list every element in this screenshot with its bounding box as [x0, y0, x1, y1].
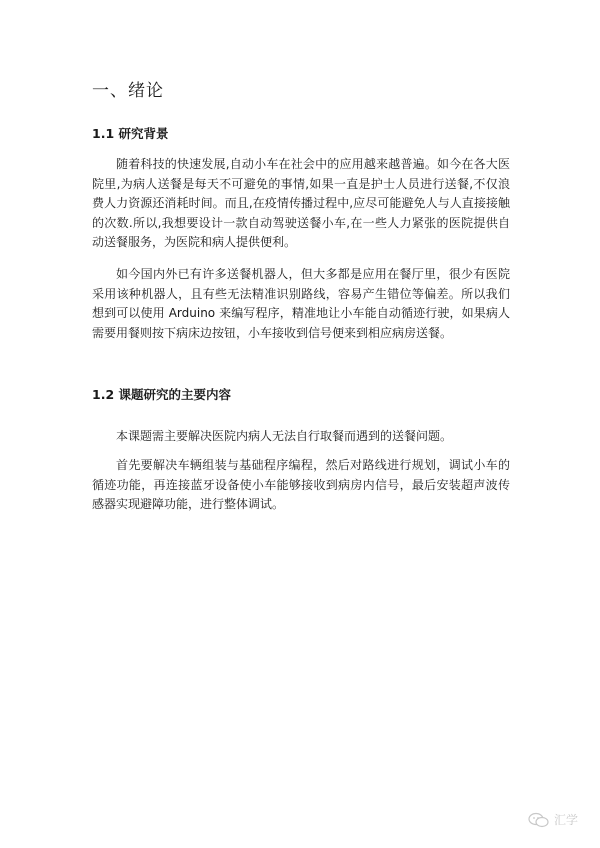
section-1-paragraph-1: 随着科技的快速发展,自动小车在社会中的应用越来越普遍。如今在各大医院里,为病人送餐是每天不可避免的事情,如果一直是护士人员进行送餐,不仅浪费人力资源还消耗时间。而且,在疫情传播过程中,应尽可能避免人与人直接接触的次数.所以,我想要设计一款自动驾驶送餐小车,在一些人力紧张的医院提供自动送餐服务，为医院和病人提供便利。 [92, 157, 510, 249]
section-2-paragraph-1: 本课题需主要解决医院内病人无法自行取餐而遇到的送餐问题。 [116, 429, 453, 443]
section-1-title: 1.1 研究背景 [92, 126, 169, 141]
section-1-paragraph-2: 如今国内外已有许多送餐机器人，但大多都是应用在餐厅里，很少有医院采用该种机器人，且有些无法精准识别路线，容易产生错位等偏差。所以我们想到可以使用 Arduino 来编写程序，精准地让小车能自动循迹行驶，如果病人需要用餐则按下病床边按钮，小车接收到信号便来到相应病房送餐。 [92, 267, 510, 340]
wechat-icon [528, 812, 550, 828]
watermark [528, 811, 578, 828]
chapter-heading: 一、绪论 [92, 81, 164, 101]
section-2-title: 1.2 课题研究的主要内容 [92, 387, 231, 402]
watermark-text: 汇学 [553, 813, 578, 827]
section-2-paragraph-2: 首先要解决车辆组装与基础程序编程，然后对路线进行规划，调试小车的循迹功能，再连接蓝牙设备使小车能够接收到病房内信号，最后安装超声波传感器实现避障功能，进行整体调试。 [92, 458, 510, 511]
